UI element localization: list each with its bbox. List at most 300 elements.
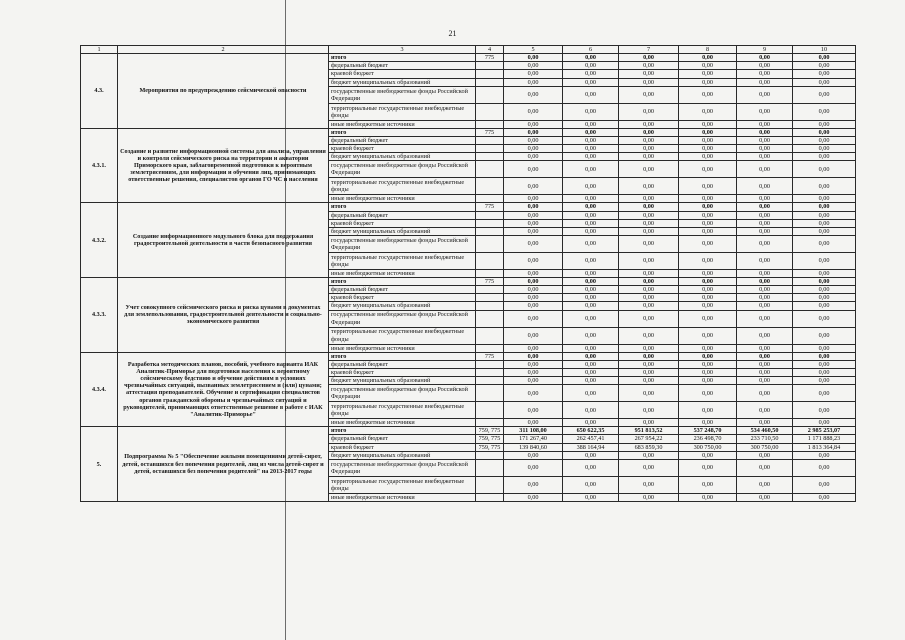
amount-cell: 0,00 [619, 493, 679, 501]
amount-cell: 0,00 [619, 278, 679, 286]
amount-cell: 0,00 [737, 219, 793, 227]
amount-cell: 0,00 [619, 153, 679, 161]
amount-cell: 0,00 [679, 103, 737, 120]
amount-cell: 0,00 [679, 219, 737, 227]
amount-cell: 0,00 [679, 402, 737, 419]
funding-source: федеральный бюджет [329, 62, 476, 70]
amount-cell: 0,00 [504, 103, 563, 120]
item-title: Создание информационного модульного блока для поддержания градостроительной деятельности в части безопасного развития [118, 203, 329, 278]
amount-cell: 0,00 [619, 78, 679, 86]
column-header: 1 [81, 46, 118, 54]
amount-cell: 0,00 [679, 360, 737, 368]
amount-cell: 0,00 [679, 120, 737, 128]
amount-cell: 0,00 [504, 211, 563, 219]
amount-cell: 300 750,00 [737, 443, 793, 451]
amount-cell: 0,00 [793, 269, 856, 277]
amount-cell: 0,00 [737, 145, 793, 153]
budget-code [476, 451, 504, 459]
table-row [81, 203, 856, 211]
budget-code [476, 476, 504, 493]
amount-cell: 0,00 [737, 344, 793, 352]
amount-cell: 0,00 [563, 377, 619, 385]
amount-cell: 0,00 [737, 368, 793, 376]
amount-cell: 0,00 [679, 368, 737, 376]
amount-cell: 0,00 [563, 269, 619, 277]
budget-code [476, 178, 504, 195]
budget-code [476, 120, 504, 128]
funding-source: иные внебюджетные источники [329, 419, 476, 427]
amount-cell: 0,00 [504, 54, 563, 62]
amount-cell: 0,00 [679, 145, 737, 153]
amount-cell: 0,00 [504, 62, 563, 70]
amount-cell: 0,00 [504, 476, 563, 493]
amount-cell: 0,00 [563, 352, 619, 360]
amount-cell: 0,00 [619, 136, 679, 144]
amount-cell: 0,00 [619, 62, 679, 70]
item-number: 4.3.2. [81, 203, 118, 278]
column-header: 4 [476, 46, 504, 54]
amount-cell: 0,00 [679, 269, 737, 277]
amount-cell: 0,00 [504, 302, 563, 310]
amount-cell: 0,00 [619, 476, 679, 493]
amount-cell: 0,00 [504, 235, 563, 252]
amount-cell: 0,00 [504, 327, 563, 344]
amount-cell: 0,00 [563, 493, 619, 501]
amount-cell: 0,00 [793, 302, 856, 310]
amount-cell: 233 710,50 [737, 435, 793, 443]
funding-source: итого [329, 54, 476, 62]
amount-cell: 0,00 [563, 203, 619, 211]
amount-cell: 0,00 [504, 120, 563, 128]
amount-cell: 0,00 [504, 227, 563, 235]
amount-cell: 0,00 [679, 352, 737, 360]
budget-code [476, 377, 504, 385]
amount-cell: 0,00 [737, 161, 793, 178]
budget-code [476, 294, 504, 302]
amount-cell: 0,00 [679, 78, 737, 86]
amount-cell: 0,00 [679, 161, 737, 178]
amount-cell: 0,00 [504, 493, 563, 501]
amount-cell: 0,00 [504, 219, 563, 227]
amount-cell: 0,00 [737, 476, 793, 493]
amount-cell: 0,00 [679, 286, 737, 294]
amount-cell: 236 498,70 [679, 435, 737, 443]
amount-cell: 0,00 [563, 385, 619, 402]
amount-cell: 0,00 [563, 178, 619, 195]
budget-code [476, 86, 504, 103]
amount-cell: 0,00 [793, 153, 856, 161]
funding-source: итого [329, 278, 476, 286]
amount-cell: 0,00 [793, 294, 856, 302]
amount-cell: 0,00 [737, 459, 793, 476]
amount-cell: 0,00 [679, 310, 737, 327]
amount-cell: 0,00 [619, 227, 679, 235]
funding-source: иные внебюджетные источники [329, 120, 476, 128]
amount-cell: 0,00 [619, 54, 679, 62]
amount-cell: 0,00 [619, 360, 679, 368]
amount-cell: 0,00 [679, 178, 737, 195]
amount-cell: 0,00 [504, 419, 563, 427]
budget-code [476, 419, 504, 427]
funding-source: государственные внебюджетные фонды Российской Федерации [329, 86, 476, 103]
page-number: 21 [448, 29, 457, 38]
amount-cell: 388 164,94 [563, 443, 619, 451]
amount-cell: 0,00 [679, 203, 737, 211]
item-title: Разработка методических планов, пособий, учебного варианта ИАК Аналитик-Приморье для подготовки населения к вероятному сейсмическому бедствию и обучение действиям в условиях чрезвычайных ситуаций, вызванных землетрясением и (или) цунами; аттестация преподавателей. Обучение и сертификация специалистов органов гражданской обороны и чрезвычайных ситуаций и руководителей, принимающих ответственные решение в работе с ИАК "Аналитик-Приморье" [118, 352, 329, 427]
amount-cell: 951 813,52 [619, 427, 679, 435]
amount-cell: 0,00 [563, 54, 619, 62]
amount-cell: 0,00 [793, 286, 856, 294]
item-title: Учет совокупного сейсмического риска и риска цунами в документах для землепользования, градостроительной деятельности и социально-экономического развития [118, 278, 329, 353]
amount-cell: 0,00 [793, 402, 856, 419]
amount-cell: 0,00 [737, 195, 793, 203]
funding-source: государственные внебюджетные фонды Российской Федерации [329, 459, 476, 476]
amount-cell: 0,00 [737, 269, 793, 277]
amount-cell: 0,00 [679, 294, 737, 302]
amount-cell: 0,00 [679, 211, 737, 219]
item-title: Подпрограмма № 5 "Обеспечение жилыми помещениями детей-сирот, детей, оставшихся без попечения родителей, лиц из числа детей-сирот и детей, оставшихся без попечения родителей" на 2013-2017 годы [118, 427, 329, 502]
amount-cell: 0,00 [679, 377, 737, 385]
funding-source: бюджет муниципальных образований [329, 227, 476, 235]
amount-cell: 0,00 [563, 161, 619, 178]
amount-cell: 534 460,50 [737, 427, 793, 435]
budget-code [476, 385, 504, 402]
funding-source: краевой бюджет [329, 368, 476, 376]
amount-cell: 0,00 [737, 78, 793, 86]
amount-cell: 0,00 [737, 419, 793, 427]
amount-cell: 0,00 [504, 128, 563, 136]
amount-cell: 1 171 888,23 [793, 435, 856, 443]
budget-code: 759, 775 [476, 443, 504, 451]
amount-cell: 0,00 [793, 278, 856, 286]
amount-cell: 0,00 [737, 178, 793, 195]
amount-cell: 0,00 [737, 62, 793, 70]
budget-code [476, 493, 504, 501]
amount-cell: 0,00 [563, 294, 619, 302]
amount-cell: 0,00 [619, 195, 679, 203]
amount-cell: 0,00 [737, 451, 793, 459]
amount-cell: 0,00 [563, 368, 619, 376]
funding-source: государственные внебюджетные фонды Российской Федерации [329, 310, 476, 327]
budget-code: 759, 775 [476, 435, 504, 443]
amount-cell: 0,00 [737, 402, 793, 419]
amount-cell: 0,00 [504, 78, 563, 86]
amount-cell: 0,00 [737, 493, 793, 501]
table-row [81, 352, 856, 360]
amount-cell: 0,00 [793, 203, 856, 211]
amount-cell: 0,00 [679, 385, 737, 402]
item-title: Создание и развитие информационной системы для анализа, управления и контроля сейсмического риска на территории и акватории Приморского края, заблаговременной подготовки к вероятным землетрясениям, для информации и обучения лиц, принимающих ответственные решения, специалистов органов ГО ЧС и населения [118, 128, 329, 203]
amount-cell: 0,00 [619, 103, 679, 120]
amount-cell: 0,00 [619, 294, 679, 302]
funding-source: бюджет муниципальных образований [329, 451, 476, 459]
amount-cell: 0,00 [619, 459, 679, 476]
amount-cell: 0,00 [679, 459, 737, 476]
column-header: 7 [619, 46, 679, 54]
amount-cell: 0,00 [504, 402, 563, 419]
amount-cell: 0,00 [563, 286, 619, 294]
amount-cell: 0,00 [504, 385, 563, 402]
funding-source: итого [329, 128, 476, 136]
amount-cell: 0,00 [737, 227, 793, 235]
header-row [81, 46, 856, 54]
amount-cell: 0,00 [504, 136, 563, 144]
amount-cell: 0,00 [563, 451, 619, 459]
amount-cell: 0,00 [619, 377, 679, 385]
amount-cell: 0,00 [793, 70, 856, 78]
amount-cell: 1 813 364,84 [793, 443, 856, 451]
funding-source: территориальные государственные внебюджетные фонды [329, 476, 476, 493]
amount-cell: 0,00 [563, 302, 619, 310]
amount-cell: 0,00 [679, 136, 737, 144]
amount-cell: 0,00 [793, 419, 856, 427]
amount-cell: 0,00 [504, 203, 563, 211]
column-header: 6 [563, 46, 619, 54]
amount-cell: 0,00 [737, 278, 793, 286]
amount-cell: 0,00 [619, 178, 679, 195]
amount-cell: 0,00 [563, 219, 619, 227]
amount-cell: 683 859,30 [619, 443, 679, 451]
amount-cell: 0,00 [619, 385, 679, 402]
item-number: 4.3.4. [81, 352, 118, 427]
funding-source: краевой бюджет [329, 219, 476, 227]
table-row [81, 128, 856, 136]
budget-code [476, 368, 504, 376]
amount-cell: 0,00 [793, 451, 856, 459]
budget-code [476, 62, 504, 70]
item-number: 4.3.1. [81, 128, 118, 203]
amount-cell: 0,00 [504, 252, 563, 269]
funding-source: иные внебюджетные источники [329, 269, 476, 277]
budget-code: 775 [476, 203, 504, 211]
budget-code [476, 269, 504, 277]
budget-code [476, 402, 504, 419]
amount-cell: 650 622,35 [563, 427, 619, 435]
amount-cell: 139 840,60 [504, 443, 563, 451]
amount-cell: 0,00 [619, 269, 679, 277]
amount-cell: 0,00 [504, 344, 563, 352]
funding-source: территориальные государственные внебюджетные фонды [329, 103, 476, 120]
amount-cell: 0,00 [793, 385, 856, 402]
amount-cell: 0,00 [563, 252, 619, 269]
amount-cell: 0,00 [563, 78, 619, 86]
amount-cell: 0,00 [737, 377, 793, 385]
amount-cell: 0,00 [504, 286, 563, 294]
amount-cell: 0,00 [619, 368, 679, 376]
amount-cell: 0,00 [679, 278, 737, 286]
amount-cell: 0,00 [563, 70, 619, 78]
amount-cell: 0,00 [504, 86, 563, 103]
amount-cell: 0,00 [793, 62, 856, 70]
amount-cell: 0,00 [793, 120, 856, 128]
amount-cell: 0,00 [793, 78, 856, 86]
amount-cell: 0,00 [563, 402, 619, 419]
amount-cell: 0,00 [619, 86, 679, 103]
amount-cell: 537 248,70 [679, 427, 737, 435]
funding-source: территориальные государственные внебюджетные фонды [329, 327, 476, 344]
amount-cell: 0,00 [563, 153, 619, 161]
amount-cell: 0,00 [737, 70, 793, 78]
amount-cell: 0,00 [563, 360, 619, 368]
budget-code [476, 195, 504, 203]
amount-cell: 0,00 [619, 419, 679, 427]
amount-cell: 0,00 [793, 352, 856, 360]
amount-cell: 0,00 [679, 227, 737, 235]
amount-cell: 0,00 [619, 235, 679, 252]
amount-cell: 0,00 [504, 352, 563, 360]
budget-code [476, 219, 504, 227]
budget-code [476, 78, 504, 86]
amount-cell: 0,00 [793, 459, 856, 476]
amount-cell: 0,00 [737, 86, 793, 103]
amount-cell: 0,00 [793, 476, 856, 493]
amount-cell: 311 108,00 [504, 427, 563, 435]
amount-cell: 0,00 [619, 252, 679, 269]
amount-cell: 0,00 [619, 145, 679, 153]
amount-cell: 2 985 253,07 [793, 427, 856, 435]
amount-cell: 0,00 [619, 128, 679, 136]
amount-cell: 0,00 [504, 294, 563, 302]
amount-cell: 0,00 [793, 252, 856, 269]
amount-cell: 0,00 [793, 211, 856, 219]
amount-cell: 0,00 [679, 70, 737, 78]
funding-source: иные внебюджетные источники [329, 344, 476, 352]
funding-source: краевой бюджет [329, 443, 476, 451]
column-header: 8 [679, 46, 737, 54]
amount-cell: 0,00 [737, 103, 793, 120]
budget-code: 775 [476, 352, 504, 360]
funding-source: федеральный бюджет [329, 286, 476, 294]
amount-cell: 0,00 [619, 310, 679, 327]
amount-cell: 0,00 [737, 286, 793, 294]
amount-cell: 0,00 [793, 145, 856, 153]
funding-source: государственные внебюджетные фонды Российской Федерации [329, 161, 476, 178]
amount-cell: 0,00 [679, 476, 737, 493]
budget-code [476, 153, 504, 161]
amount-cell: 0,00 [793, 219, 856, 227]
amount-cell: 0,00 [619, 451, 679, 459]
column-header: 10 [793, 46, 856, 54]
amount-cell: 0,00 [563, 476, 619, 493]
amount-cell: 0,00 [504, 269, 563, 277]
funding-source: иные внебюджетные источники [329, 493, 476, 501]
amount-cell: 0,00 [504, 459, 563, 476]
amount-cell: 0,00 [619, 402, 679, 419]
amount-cell: 0,00 [504, 368, 563, 376]
amount-cell: 0,00 [679, 344, 737, 352]
amount-cell: 0,00 [619, 70, 679, 78]
budget-code [476, 344, 504, 352]
amount-cell: 0,00 [619, 219, 679, 227]
amount-cell: 0,00 [793, 178, 856, 195]
amount-cell: 0,00 [793, 344, 856, 352]
amount-cell: 0,00 [563, 344, 619, 352]
amount-cell: 0,00 [504, 153, 563, 161]
amount-cell: 0,00 [793, 86, 856, 103]
amount-cell: 0,00 [619, 352, 679, 360]
amount-cell: 0,00 [737, 211, 793, 219]
item-number: 4.3.3. [81, 278, 118, 353]
amount-cell: 0,00 [563, 195, 619, 203]
amount-cell: 0,00 [737, 120, 793, 128]
amount-cell: 0,00 [679, 493, 737, 501]
amount-cell: 0,00 [737, 310, 793, 327]
funding-source: бюджет муниципальных образований [329, 302, 476, 310]
amount-cell: 0,00 [737, 203, 793, 211]
amount-cell: 0,00 [793, 235, 856, 252]
amount-cell: 0,00 [619, 161, 679, 178]
amount-cell: 0,00 [793, 368, 856, 376]
funding-source: бюджет муниципальных образований [329, 78, 476, 86]
amount-cell: 171 267,40 [504, 435, 563, 443]
table-row [81, 427, 856, 435]
amount-cell: 0,00 [619, 211, 679, 219]
funding-source: территориальные государственные внебюджетные фонды [329, 252, 476, 269]
column-header: 3 [329, 46, 476, 54]
amount-cell: 0,00 [504, 70, 563, 78]
amount-cell: 0,00 [737, 235, 793, 252]
budget-code: 759, 775 [476, 427, 504, 435]
amount-cell: 0,00 [679, 128, 737, 136]
funding-source: федеральный бюджет [329, 435, 476, 443]
table-row [81, 54, 856, 62]
amount-cell: 0,00 [504, 360, 563, 368]
budget-code [476, 302, 504, 310]
funding-source: краевой бюджет [329, 294, 476, 302]
column-header: 2 [118, 46, 329, 54]
amount-cell: 0,00 [793, 136, 856, 144]
amount-cell: 0,00 [737, 302, 793, 310]
amount-cell: 0,00 [563, 86, 619, 103]
budget-code: 775 [476, 128, 504, 136]
amount-cell: 0,00 [679, 62, 737, 70]
amount-cell: 0,00 [619, 344, 679, 352]
amount-cell: 0,00 [737, 153, 793, 161]
funding-source: государственные внебюджетные фонды Российской Федерации [329, 385, 476, 402]
funding-source: итого [329, 427, 476, 435]
funding-source: краевой бюджет [329, 145, 476, 153]
amount-cell: 0,00 [793, 310, 856, 327]
amount-cell: 0,00 [504, 278, 563, 286]
amount-cell: 0,00 [737, 385, 793, 402]
funding-source: краевой бюджет [329, 70, 476, 78]
funding-source: федеральный бюджет [329, 360, 476, 368]
funding-source: бюджет муниципальных образований [329, 377, 476, 385]
budget-code [476, 310, 504, 327]
amount-cell: 0,00 [619, 286, 679, 294]
funding-source: итого [329, 203, 476, 211]
amount-cell: 0,00 [504, 195, 563, 203]
budget-code [476, 211, 504, 219]
amount-cell: 0,00 [737, 360, 793, 368]
amount-cell: 0,00 [563, 145, 619, 153]
budget-code [476, 145, 504, 153]
funding-source: территориальные государственные внебюджетные фонды [329, 402, 476, 419]
amount-cell: 0,00 [504, 377, 563, 385]
amount-cell: 0,00 [563, 327, 619, 344]
table-row [81, 278, 856, 286]
funding-source: итого [329, 352, 476, 360]
funding-source: бюджет муниципальных образований [329, 153, 476, 161]
budget-code [476, 136, 504, 144]
funding-source: территориальные государственные внебюджетные фонды [329, 178, 476, 195]
amount-cell: 0,00 [793, 360, 856, 368]
budget-table [80, 45, 856, 502]
amount-cell: 0,00 [737, 294, 793, 302]
amount-cell: 0,00 [504, 451, 563, 459]
amount-cell: 0,00 [679, 419, 737, 427]
amount-cell: 0,00 [504, 161, 563, 178]
